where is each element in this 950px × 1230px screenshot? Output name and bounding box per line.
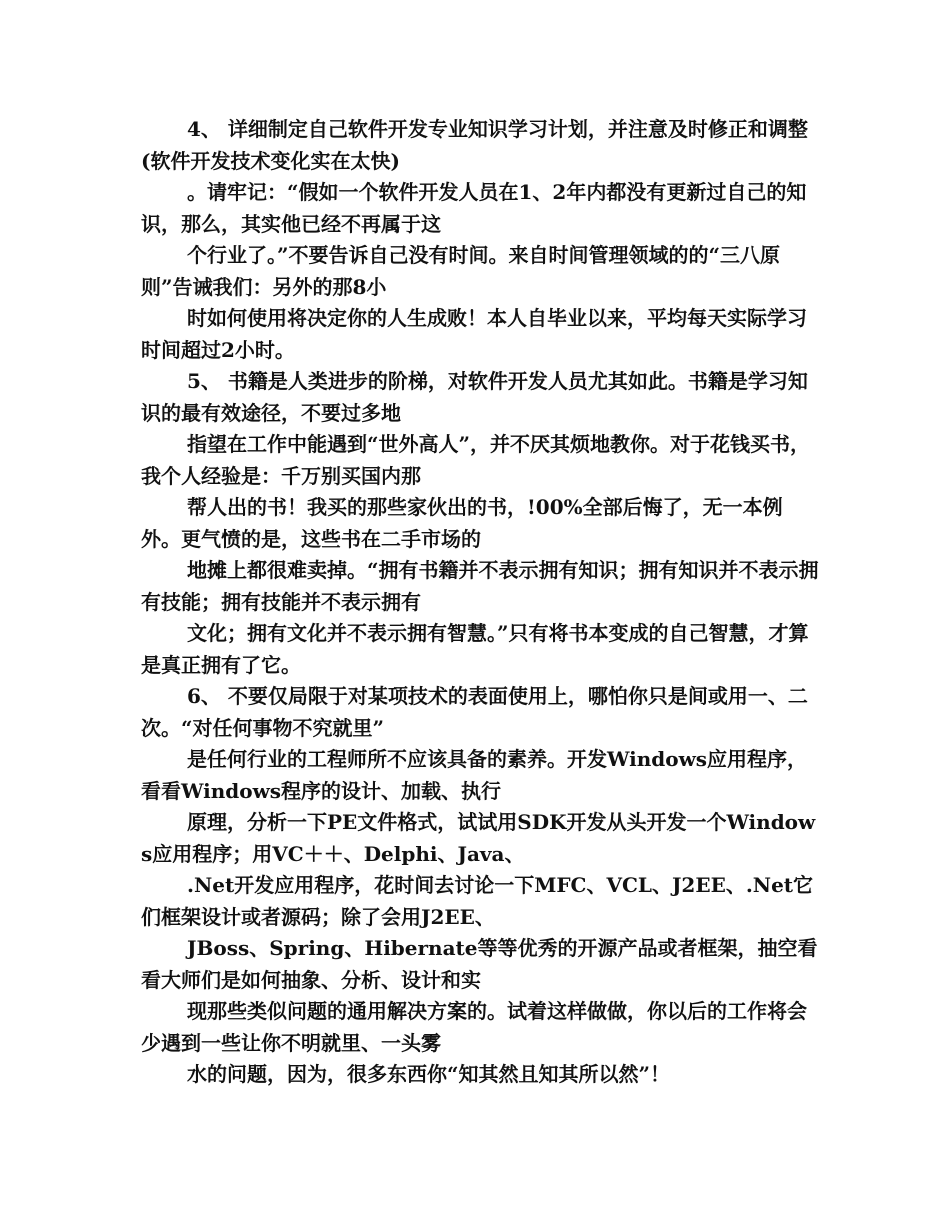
paragraph: 是任何行业的工程师所不应该具备的素养。开发Windows应用程序，看看Windows程序的设计、加载、执行 (141, 747, 808, 803)
paragraph: 现那些类似问题的通用解决方案的。试着这样做做，你以后的工作将会少遇到一些让你不明就里、一头雾 (141, 999, 807, 1055)
paragraph: 4、 详细制定自己软件开发专业知识学习计划，并注意及时修正和调整(软件开发技术变化实在太快) (141, 117, 808, 173)
paragraph: 6、 不要仅局限于对某项技术的表面使用上，哪怕你只是间或用一、二次。“对任何事物不究就里” (141, 684, 808, 740)
paragraph: JBoss、Spring、Hibernate等等优秀的开源产品或者框架，抽空看看大师们是如何抽象、分析、设计和实 (141, 936, 818, 992)
paragraph: 5、 书籍是人类进步的阶梯，对软件开发人员尤其如此。书籍是学习知识的最有效途径，不要过多地 (141, 369, 808, 425)
paragraph: 个行业了。”不要告诉自己没有时间。来自时间管理领域的的“三八原则”告诫我们：另外的那8小 (141, 243, 781, 299)
paragraph: 原理，分析一下PE文件格式，试试用SDK开发从头开发一个Windows应用程序；用VC＋＋、Delphi、Java、 (141, 810, 816, 866)
paragraph: .Net开发应用程序，花时间去讨论一下MFC、VCL、J2EE、.Net它们框架设计或者源码；除了会用J2EE、 (141, 873, 814, 929)
paragraph: 指望在工作中能遇到“世外高人”，并不厌其烦地教你。对于花钱买书，我个人经验是：千万别买国内那 (141, 432, 811, 488)
paragraph: 帮人出的书！我买的那些家伙出的书，!00%全部后悔了，无一本例外。更气愤的是，这些书在二手市场的 (141, 495, 783, 551)
paragraph: 地摊上都很难卖掉。“拥有书籍并不表示拥有知识；拥有知识并不表示拥有技能；拥有技能并不表示拥有 (141, 558, 819, 614)
paragraph: 。请牢记：“假如一个软件开发人员在1、2年内都没有更新过自己的知识，那么，其实他已经不再属于这 (141, 180, 807, 236)
paragraph: 文化；拥有文化并不表示拥有智慧。”只有将书本变成的自己智慧，才算是真正拥有了它。 (141, 621, 809, 677)
paragraph: 水的问题，因为，很多东西你“知其然且知其所以然”！ (187, 1062, 671, 1086)
document-body (141, 114, 821, 1091)
paragraph: 时如何使用将决定你的人生成败！本人自毕业以来，平均每天实际学习时间超过2小时。 (141, 306, 807, 362)
